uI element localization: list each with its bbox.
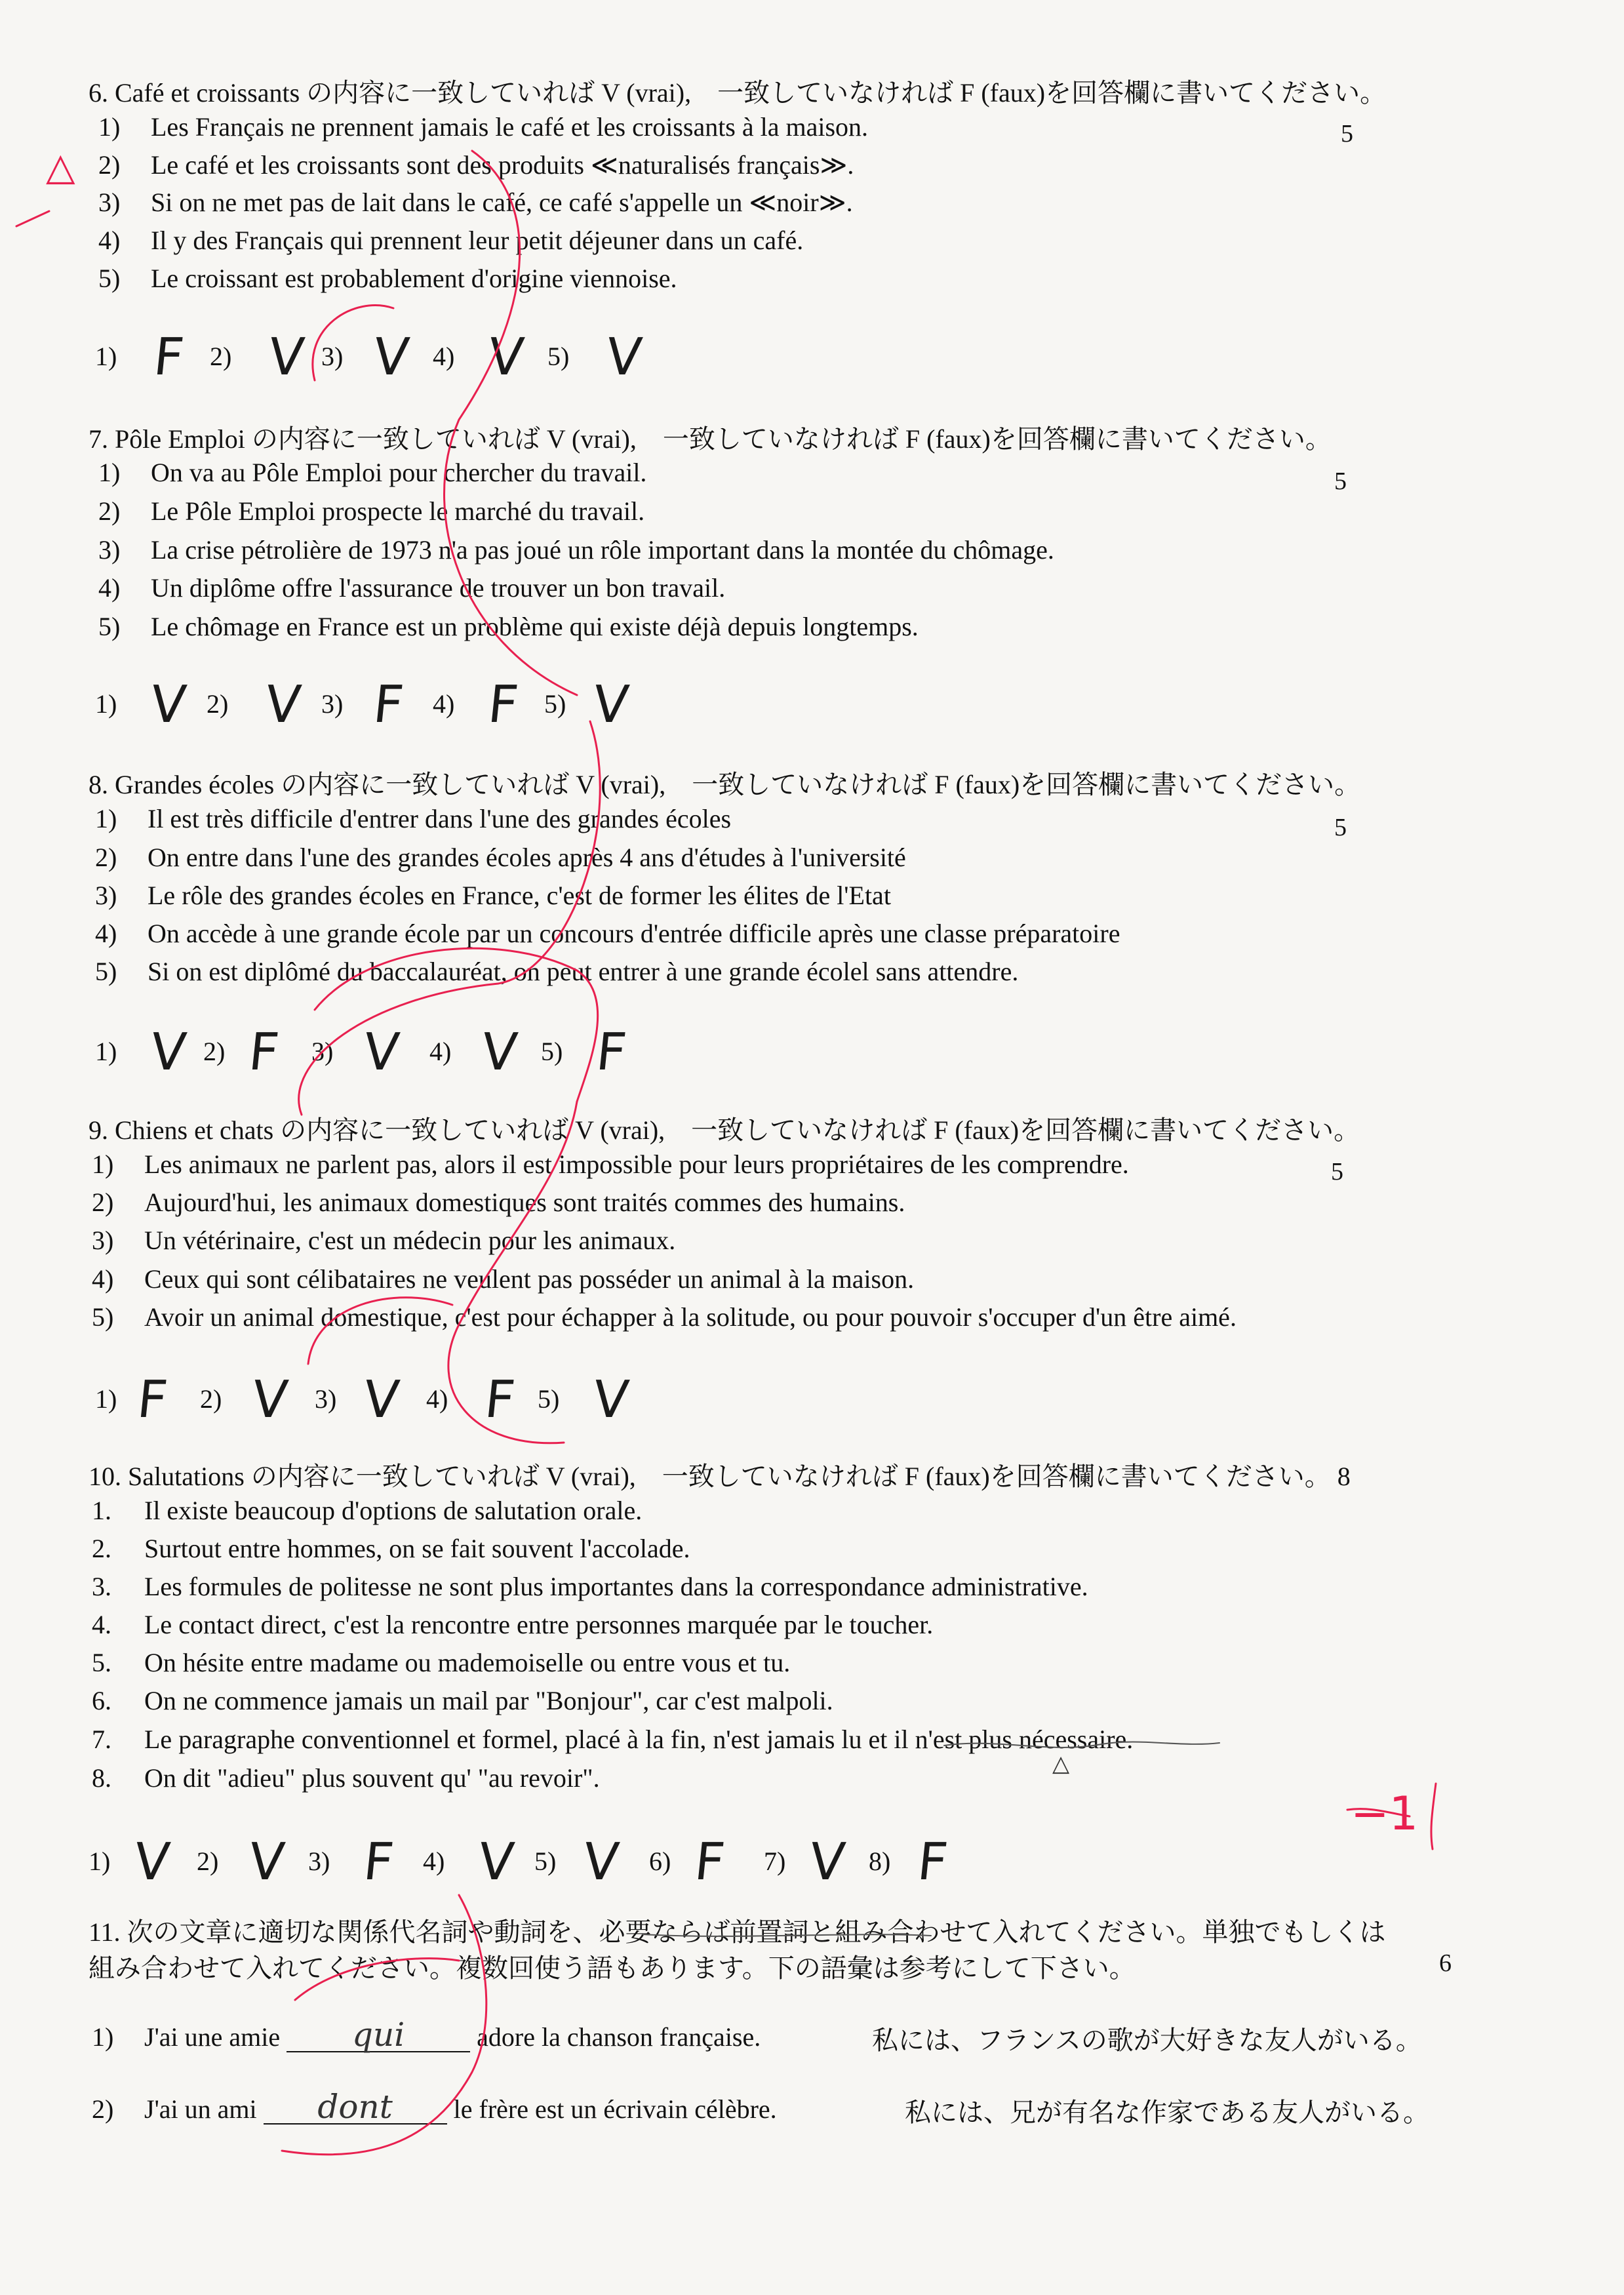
answer-value: F bbox=[485, 675, 521, 734]
score-mark: −1 bbox=[1351, 1787, 1419, 1841]
answer-label: 1) bbox=[89, 1846, 111, 1876]
q7-answer-row bbox=[95, 675, 1472, 741]
q10-item-3: 3. Les formules de politesse ne sont plus importantes dans la correspondance administrative. bbox=[92, 1572, 1088, 1601]
q11-item-1: 1) J'ai une amie qui adore la chanson française. bbox=[92, 2016, 761, 2054]
answer-value: V bbox=[479, 1023, 521, 1082]
answer-value: V bbox=[148, 1023, 189, 1082]
answer-value: V bbox=[806, 1833, 848, 1892]
answer-value: F bbox=[482, 1370, 518, 1429]
q11-item-2-translation: 私には、兄が有名な作家である友人がいる。 bbox=[905, 2098, 1429, 2127]
answer-value: F bbox=[361, 1833, 397, 1892]
answer-value: V bbox=[361, 1370, 403, 1429]
question-6-title: 6. Café et croissants の内容に一致していれば V (vrai), 一致していなければ F (faux)を回答欄に書いてください。 bbox=[89, 78, 1387, 108]
q10-answer-row bbox=[89, 1833, 1465, 1898]
answer-label: 3) bbox=[321, 689, 344, 719]
q11-item-2: 2) J'ai un ami dont le frère est un écrivain célèbre. bbox=[92, 2088, 777, 2126]
answer-value: V bbox=[580, 1833, 622, 1892]
q7-item-1: 1) On va au Pôle Emploi pour chercher du travail. bbox=[98, 458, 647, 487]
q7-item-5: 5) Le chômage en France est un problème qui existe déjà depuis longtemps. bbox=[98, 612, 919, 641]
answer-label: 4) bbox=[433, 342, 455, 371]
question-11-points: 6 bbox=[1439, 1949, 1452, 1977]
q6-item-4: 4) Il y des Français qui prennent leur petit déjeuner dans un café. bbox=[98, 226, 804, 255]
q8-item-3: 3) Le rôle des grandes écoles en France, c'est de former les élites de l'Etat bbox=[95, 881, 891, 910]
answer-label: 7) bbox=[764, 1846, 786, 1876]
question-10-title: 10. Salutations の内容に一致していれば V (vrai), 一致していなければ F (faux)を回答欄に書いてください。 8 bbox=[89, 1462, 1351, 1491]
q7-item-2: 2) Le Pôle Emploi prospecte le marché du travail. bbox=[98, 496, 645, 526]
answer-value: F bbox=[692, 1833, 728, 1892]
answer-label: 2) bbox=[207, 689, 229, 719]
q10-item-6: 6. On ne commence jamais un mail par "Bonjour", car c'est malpoli. bbox=[92, 1686, 833, 1715]
answer-label: 2) bbox=[210, 342, 232, 371]
question-11-title-line2: 組み合わせて入れてください。複数回使う語もあります。下の語彙は参考にして下さい。 bbox=[89, 1953, 1136, 1983]
answer-label: 2) bbox=[203, 1037, 226, 1066]
answer-label: 4) bbox=[429, 1037, 452, 1066]
q9-item-2: 2) Aujourd'hui, les animaux domestiques sont traités commes des humains. bbox=[92, 1187, 905, 1217]
answer-value: V bbox=[485, 328, 527, 387]
answer-label: 5) bbox=[547, 342, 570, 371]
answer-label: 5) bbox=[538, 1384, 560, 1414]
answer-label: 5) bbox=[534, 1846, 557, 1876]
answer-value: V bbox=[475, 1833, 517, 1892]
q6-item-2: 2) Le café et les croissants sont des produits ≪naturalisés français≫. bbox=[98, 150, 854, 180]
q10-item-1: 1. Il existe beaucoup d'options de salutation orale. bbox=[92, 1496, 643, 1525]
question-10-points: 8 bbox=[1337, 1462, 1351, 1491]
q9-item-4: 4) Ceux qui sont célibataires ne veulent pas posséder un animal à la maison. bbox=[92, 1264, 915, 1294]
answer-value: V bbox=[361, 1023, 403, 1082]
answer-label: 1) bbox=[95, 1037, 117, 1066]
answer-value: F bbox=[134, 1370, 170, 1429]
q9-answer-row bbox=[95, 1370, 1472, 1436]
answer-label: 3) bbox=[308, 1846, 330, 1876]
q10-item-5: 5. On hésite entre madame ou mademoiselle ou entre vous et tu. bbox=[92, 1648, 791, 1677]
answer-value: V bbox=[246, 1833, 288, 1892]
answer-value: V bbox=[131, 1833, 173, 1892]
q8-answer-row bbox=[95, 1023, 1472, 1088]
q7-item-4: 4) Un diplôme offre l'assurance de trouver un bon travail. bbox=[98, 573, 726, 603]
q6-item-3: 3) Si on ne met pas de lait dans le café, ce café s'appelle un ≪noir≫. bbox=[98, 188, 853, 217]
question-7-points: 5 bbox=[1334, 468, 1347, 495]
q8-item-2: 2) On entre dans l'une des grandes écoles après 4 ans d'études à l'université bbox=[95, 843, 906, 872]
answer-value: V bbox=[590, 675, 632, 734]
answer-label: 2) bbox=[200, 1384, 222, 1414]
q10-item-2: 2. Surtout entre hommes, on se fait souvent l'accolade. bbox=[92, 1534, 690, 1563]
answer-value: F bbox=[593, 1023, 629, 1082]
answer-label: 4) bbox=[423, 1846, 445, 1876]
q7-item-3: 3) La crise pétrolière de 1973 n'a pas joué un rôle important dans la montée du chômage. bbox=[98, 535, 1054, 565]
q11-item-1-translation: 私には、フランスの歌が大好きな友人がいる。 bbox=[872, 2026, 1422, 2055]
q8-item-4: 4) On accède à une grande école par un concours d'entrée difficile après une classe préparatoire bbox=[95, 919, 1120, 948]
answer-label: 3) bbox=[321, 342, 344, 371]
q8-item-5: 5) Si on est diplômé du baccalauréat, on peut entrer à une grande écolel sans attendre. bbox=[95, 957, 1019, 986]
answer-value: V bbox=[262, 675, 304, 734]
answer-value: F bbox=[370, 675, 406, 734]
answer-value: F bbox=[151, 328, 187, 387]
answer-label: 4) bbox=[426, 1384, 448, 1414]
answer-label: 6) bbox=[649, 1846, 671, 1876]
answer-value: V bbox=[249, 1370, 291, 1429]
answer-label: 4) bbox=[433, 689, 455, 719]
answer-label: 3) bbox=[311, 1037, 334, 1066]
q9-item-3: 3) Un vétérinaire, c'est un médecin pour les animaux. bbox=[92, 1226, 676, 1255]
answer-value: V bbox=[370, 328, 412, 387]
question-7-title: 7. Pôle Emploi の内容に一致していれば V (vrai), 一致していなければ F (faux)を回答欄に書いてください。 bbox=[89, 424, 1332, 454]
answer-label: 5) bbox=[544, 689, 566, 719]
q6-answer-row bbox=[95, 328, 1472, 393]
answer-value: V bbox=[148, 675, 189, 734]
answer-value: F bbox=[246, 1023, 282, 1082]
q11-blank-2[interactable]: dont bbox=[264, 2092, 447, 2125]
question-8-title: 8. Grandes écoles の内容に一致していれば V (vrai), 一致していなければ F (faux)を回答欄に書いてください。 bbox=[89, 770, 1361, 799]
q10-item-8: 8. On dit "adieu" plus souvent qu' "au revoir". bbox=[92, 1763, 600, 1793]
answer-value: V bbox=[603, 328, 645, 387]
question-9-title: 9. Chiens et chats の内容に一致していれば V (vrai), 一致していなければ F (faux)を回答欄に書いてください。 bbox=[89, 1115, 1360, 1145]
q9-item-5: 5) Avoir un animal domestique, c'est pour échapper à la solitude, ou pour pouvoir s'occuper d'un être aimé. bbox=[92, 1302, 1237, 1332]
answer-label: 1) bbox=[95, 1384, 117, 1414]
answer-label: 8) bbox=[869, 1846, 891, 1876]
answer-label: 1) bbox=[95, 342, 117, 371]
q11-blank-1[interactable]: qui bbox=[287, 2020, 470, 2052]
q9-item-1: 1) Les animaux ne parlent pas, alors il est impossible pour leurs propriétaires de les comprendre. bbox=[92, 1149, 1129, 1179]
question-9-points: 5 bbox=[1331, 1158, 1343, 1186]
grading-slash-left bbox=[16, 211, 49, 226]
answer-value: F bbox=[915, 1833, 951, 1892]
q6-item-1: 1) Les Français ne prennent jamais le café et les croissants à la maison. bbox=[98, 112, 869, 142]
q10-item-7: 7. Le paragraphe conventionnel et formel, placé à la fin, n'est jamais lu et il n'est plus nécessaire. bbox=[92, 1725, 1134, 1754]
answer-label: 3) bbox=[315, 1384, 337, 1414]
answer-value: V bbox=[590, 1370, 632, 1429]
q8-item-1: 1) Il est très difficile d'entrer dans l'une des grandes écoles bbox=[95, 804, 732, 833]
q10-item-4: 4. Le contact direct, c'est la rencontre entre personnes marquée par le toucher. bbox=[92, 1610, 934, 1639]
question-6-points: 5 bbox=[1341, 120, 1353, 148]
q6-item-5: 5) Le croissant est probablement d'origine viennoise. bbox=[98, 264, 677, 293]
question-11-title-line1: 11. 次の文章に適切な関係代名詞や動詞を、必要ならば前置詞と組み合わせて入れてください。単独でもしくは bbox=[89, 1917, 1386, 1947]
answer-label: 1) bbox=[95, 689, 117, 719]
question-8-points: 5 bbox=[1334, 814, 1347, 841]
answer-label: 2) bbox=[197, 1846, 219, 1876]
answer-label: 5) bbox=[541, 1037, 563, 1066]
answer-value: V bbox=[266, 328, 307, 387]
item7-triangle-mark: △ bbox=[1052, 1751, 1070, 1777]
margin-triangle-mark: △ bbox=[46, 144, 75, 189]
